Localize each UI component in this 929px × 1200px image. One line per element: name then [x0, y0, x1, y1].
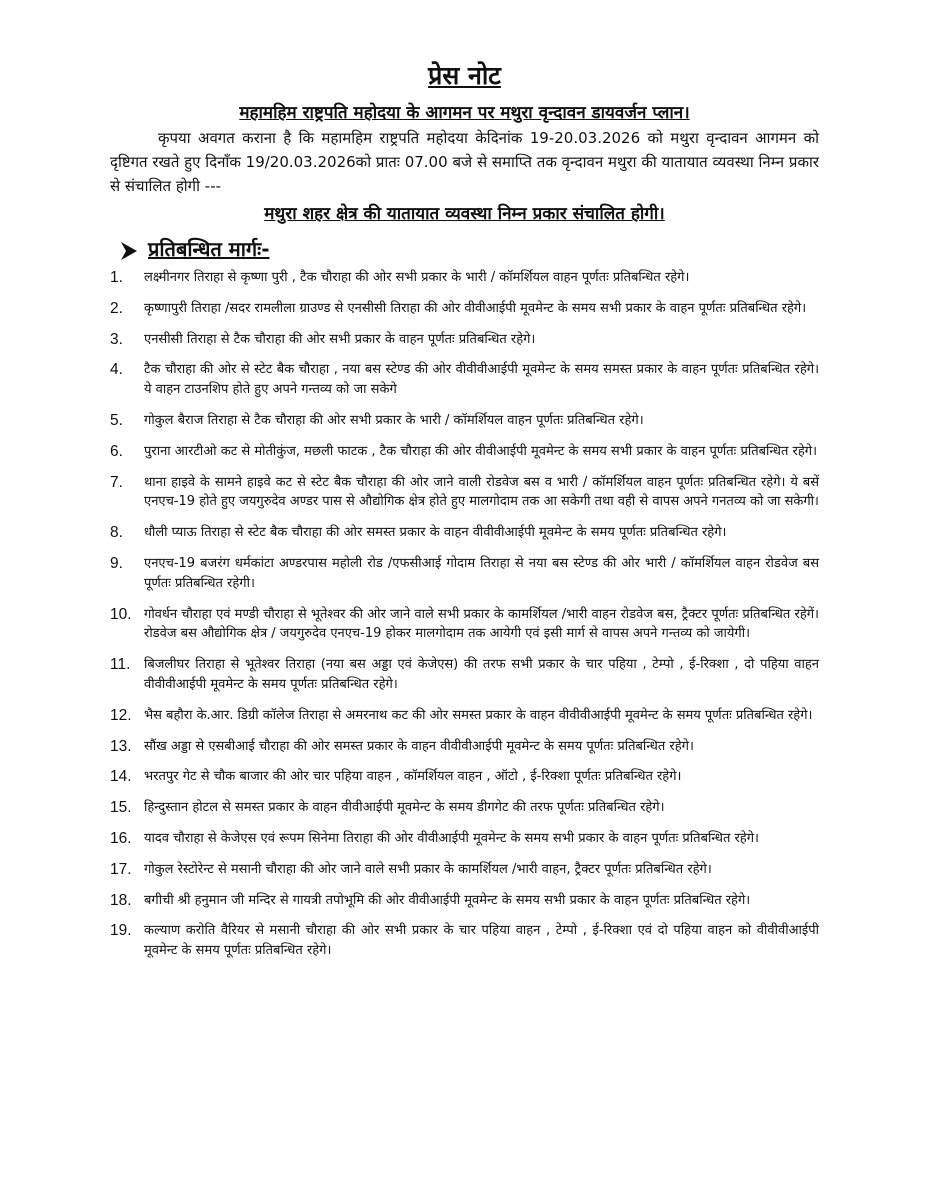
list-item-number: 8.: [110, 524, 123, 542]
list-item-number: 19.: [110, 922, 132, 940]
list-item-number: 14.: [110, 768, 132, 786]
list-item: [110, 523, 819, 543]
list-item: [110, 655, 819, 695]
list-item: [110, 299, 819, 319]
list-item-number: 18.: [110, 891, 132, 909]
list-item-text: गोकुल रेस्टोरेन्ट से मसानी चौराहा की ओर जाने वाले सभी प्रकार के कामर्शियल /भारी वाहन, ट्रैक्टर पूर्णतः प्रतिबन्धित रहेगे।: [144, 861, 712, 877]
list-item-number: 6.: [110, 442, 123, 460]
list-item-number: 13.: [110, 737, 132, 755]
list-item-text: एनएच-19 बजरंग धर्मकांटा अण्डरपास महोली रोड /एफसीआई गोदाम तिराहा से नया बस स्टेण्ड की ओर भारी / कॉमर्शियल वाहन रोडवेज बस पूर्णतः प्रतिबन्धित रहेगी।: [144, 555, 819, 591]
list-item-number: 3.: [110, 330, 123, 348]
list-item-number: 16.: [110, 829, 132, 847]
list-item-text: यादव चौराहा से केजेएस एवं रूपम सिनेमा तिराहा की ओर वीवीआईपी मूवमेन्ट के समय सभी प्रकार के वाहन पूर्णतः प्रतिबन्धित रहेगे।: [144, 830, 759, 846]
arrow-right-icon: [118, 238, 140, 260]
list-item-number: 11.: [110, 656, 131, 674]
list-item-text: गोवर्धन चौराहा एवं मण्डी चौराहा से भूतेश्वर की ओर जाने वाले सभी प्रकार के कामर्शियल /भारी वाहन रोडवेज बस, ट्रैक्टर पूर्णतः प्रतिबन्धित रहेगें। रोडवेज बस औद्योगिक क्षेत्र / जयगुरुदेव एनएच-19 होकर मालगोदाम तक आयेगी एवं इसी मार्ग से वापस अपने गन्तव्य को जायेगी।: [144, 606, 819, 642]
list-item: [110, 767, 819, 787]
list-item-text: गोकुल बैराज तिराहा से टैक चौराहा की ओर सभी प्रकार के भारी / कॉमर्शियल वाहन पूर्णतः प्रतिबन्धित रहेगे।: [144, 412, 644, 428]
list-item-number: 1.: [110, 269, 123, 286]
restricted-routes-list: [110, 268, 819, 961]
list-item-number: 5.: [110, 411, 123, 429]
list-item-text: बिजलीघर तिराहा से भूतेश्वर तिराहा (नया बस अड्डा एवं केजेएस) की तरफ सभी प्रकार के चार पहिया , टेम्पो , ई-रिक्शा , दो पहिया वाहन वीवीवीआईपी मूवमेन्ट के समय पूर्णतः प्रतिबन्धित रहेगे।: [144, 657, 819, 692]
list-item: [110, 268, 819, 288]
section-title: मथुरा शहर क्षेत्र की यातायात व्यवस्था निम्न प्रकार संचालित होगी।: [264, 204, 665, 224]
list-item: [110, 442, 819, 462]
list-item: [110, 798, 819, 818]
list-item-number: 9.: [110, 554, 123, 572]
list-item-number: 10.: [110, 605, 132, 623]
list-item-text: लक्ष्मीनगर तिराहा से कृष्णा पुरी , टैक चौराहा की ओर सभी प्रकार के भारी / कॉमर्शियल वाहन पूर्णतः प्रतिबन्धित रहेगे।: [144, 270, 690, 285]
list-item-text: कृष्णापुरी तिराहा /सदर रामलीला ग्राउण्ड से एनसीसी तिराहा की ओर वीवीआईपी मूवमेन्ट के समय सभी प्रकार के वाहन पूर्णतः प्रतिबन्धित रहेगे।: [144, 300, 807, 316]
list-item-text: टैक चौराहा की ओर से स्टेट बैक चौराहा , नया बस स्टेण्ड की ओर वीवीवीआईपी मूवमेन्ट के समय समस्त प्रकार के वाहन पूर्णतः प्रतिबन्धित रहेगे। ये वाहन टाउनशिप होते हुए अपने गन्तव्य को जा सकेगे: [144, 362, 819, 398]
list-item: [110, 330, 819, 350]
list-item-text: एनसीसी तिराहा से टैक चौराहा की ओर सभी प्रकार के वाहन पूर्णतः प्रतिबन्धित रहेगे।: [144, 331, 536, 347]
list-item: [110, 860, 819, 880]
list-item-number: 12.: [110, 706, 132, 724]
list-item-text: थाना हाइवे के सामने हाइवे कट से स्टेट बैक चौराहा की ओर जाने वाली रोडवेज बस व भारी / कॉमर्शियल वाहन पूर्णतः प्रतिबन्धित रहेगे। ये बसें एनएच-19 होते हुए जयगुरुदेव अण्डर पास से औद्योगिक क्षेत्र होते हुए मालगोदाम तक आ सकेगी तथा वही से वापस अपने गनतव्य को जा सकेगी।: [144, 474, 819, 510]
list-item-text: बगीची श्री हनुमान जी मन्दिर से गायत्री तपोभूमि की ओर वीवीआईपी मूवमेन्ट के समय सभी प्रकार के वाहन पूर्णतः प्रतिबन्धित रहेगे।: [144, 892, 751, 908]
list-item-number: 17.: [110, 860, 132, 878]
list-item: [110, 360, 819, 400]
list-item-text: सौंख अड्डा से एसबीआई चौराहा की ओर समस्त प्रकार के वाहन वीवीवीआईपी मूवमेन्ट के समय पूर्णतः प्रतिबन्धित रहेगे।: [144, 738, 694, 754]
list-item: [110, 411, 819, 431]
list-item-number: 2.: [110, 299, 123, 317]
document-title: प्रेस नोट: [428, 61, 501, 90]
list-item: [110, 605, 819, 645]
list-item: [110, 829, 819, 849]
list-item: [110, 706, 819, 726]
list-item-number: 4.: [110, 361, 123, 379]
list-item-text: हिन्दुस्तान होटल से समस्त प्रकार के वाहन वीवीआईपी मूवमेन्ट के समय डीगगेट की तरफ पूर्णतः प्रतिबन्धित रहेगे।: [144, 800, 665, 816]
list-item: [110, 737, 819, 757]
list-item: [110, 891, 819, 911]
list-item-number: 15.: [110, 799, 132, 817]
list-item: [110, 473, 819, 513]
restricted-routes-heading: [118, 232, 819, 266]
intro-paragraph: कृपया अवगत कराना है कि महामहिम राष्ट्रपति महोदया केदिनांक 19-20.03.2026 को मथुरा वृन्दावन आगमन को दृष्टिगत रखते हुए दिनाँक 19/20.03.2026को प्रातः 07.00 बजे से समाप्ति तक वृन्दावन मथुरा की यातायात व्यवस्था निम्न प्रकार से संचालित होगी ---: [110, 129, 819, 195]
restricted-routes-label: प्रतिबन्धित मार्गः-: [148, 237, 270, 261]
list-item-number: 7.: [110, 473, 123, 491]
list-item: [110, 554, 819, 594]
list-item-text: धौली प्याऊ तिराहा से स्टेट बैक चौराहा की ओर समस्त प्रकार के वाहन वीवीवीआईपी मूवमेन्ट के समय पूर्णतः प्रतिबन्धित रहेगे।: [144, 525, 727, 541]
list-item: [110, 921, 819, 961]
list-item-text: भरतपुर गेट से चौक बाजार की ओर चार पहिया वाहन , कॉमर्शियल वाहन , ऑटो , ई-रिक्शा पूर्णतः प्रतिबन्धित रहेगे।: [144, 769, 682, 785]
list-item-text: कल्याण करोति वैरियर से मसानी चौराहा की ओर सभी प्रकार के चार पहिया वाहन , टेम्पो , ई-रिक्शा एवं दो पहिया वाहन को वीवीवीआईपी मूवमेन्ट के समय पूर्णतः प्रतिबन्धित रहेगे।: [144, 923, 819, 959]
document-subtitle: महामहिम राष्ट्रपति महोदया के आगमन पर मथुरा वृन्दावन डायवर्जन प्लान।: [239, 103, 690, 123]
list-item-text: भैस बहौरा के.आर. डिग्री कॉलेज तिराहा से अमरनाथ कट की ओर समस्त प्रकार के वाहन वीवीवीआईपी मूवमेन्ट के समय पूर्णतः प्रतिबन्धित रहेगे।: [144, 707, 813, 723]
list-item-text: पुराना आरटीओ कट से मोतीकुंज, मछली फाटक , टैक चौराहा की ओर वीवीआईपी मूवमेन्ट के समय सभी प्रकार के वाहन पूर्णतः प्रतिबन्धित रहेगे।: [144, 443, 818, 459]
